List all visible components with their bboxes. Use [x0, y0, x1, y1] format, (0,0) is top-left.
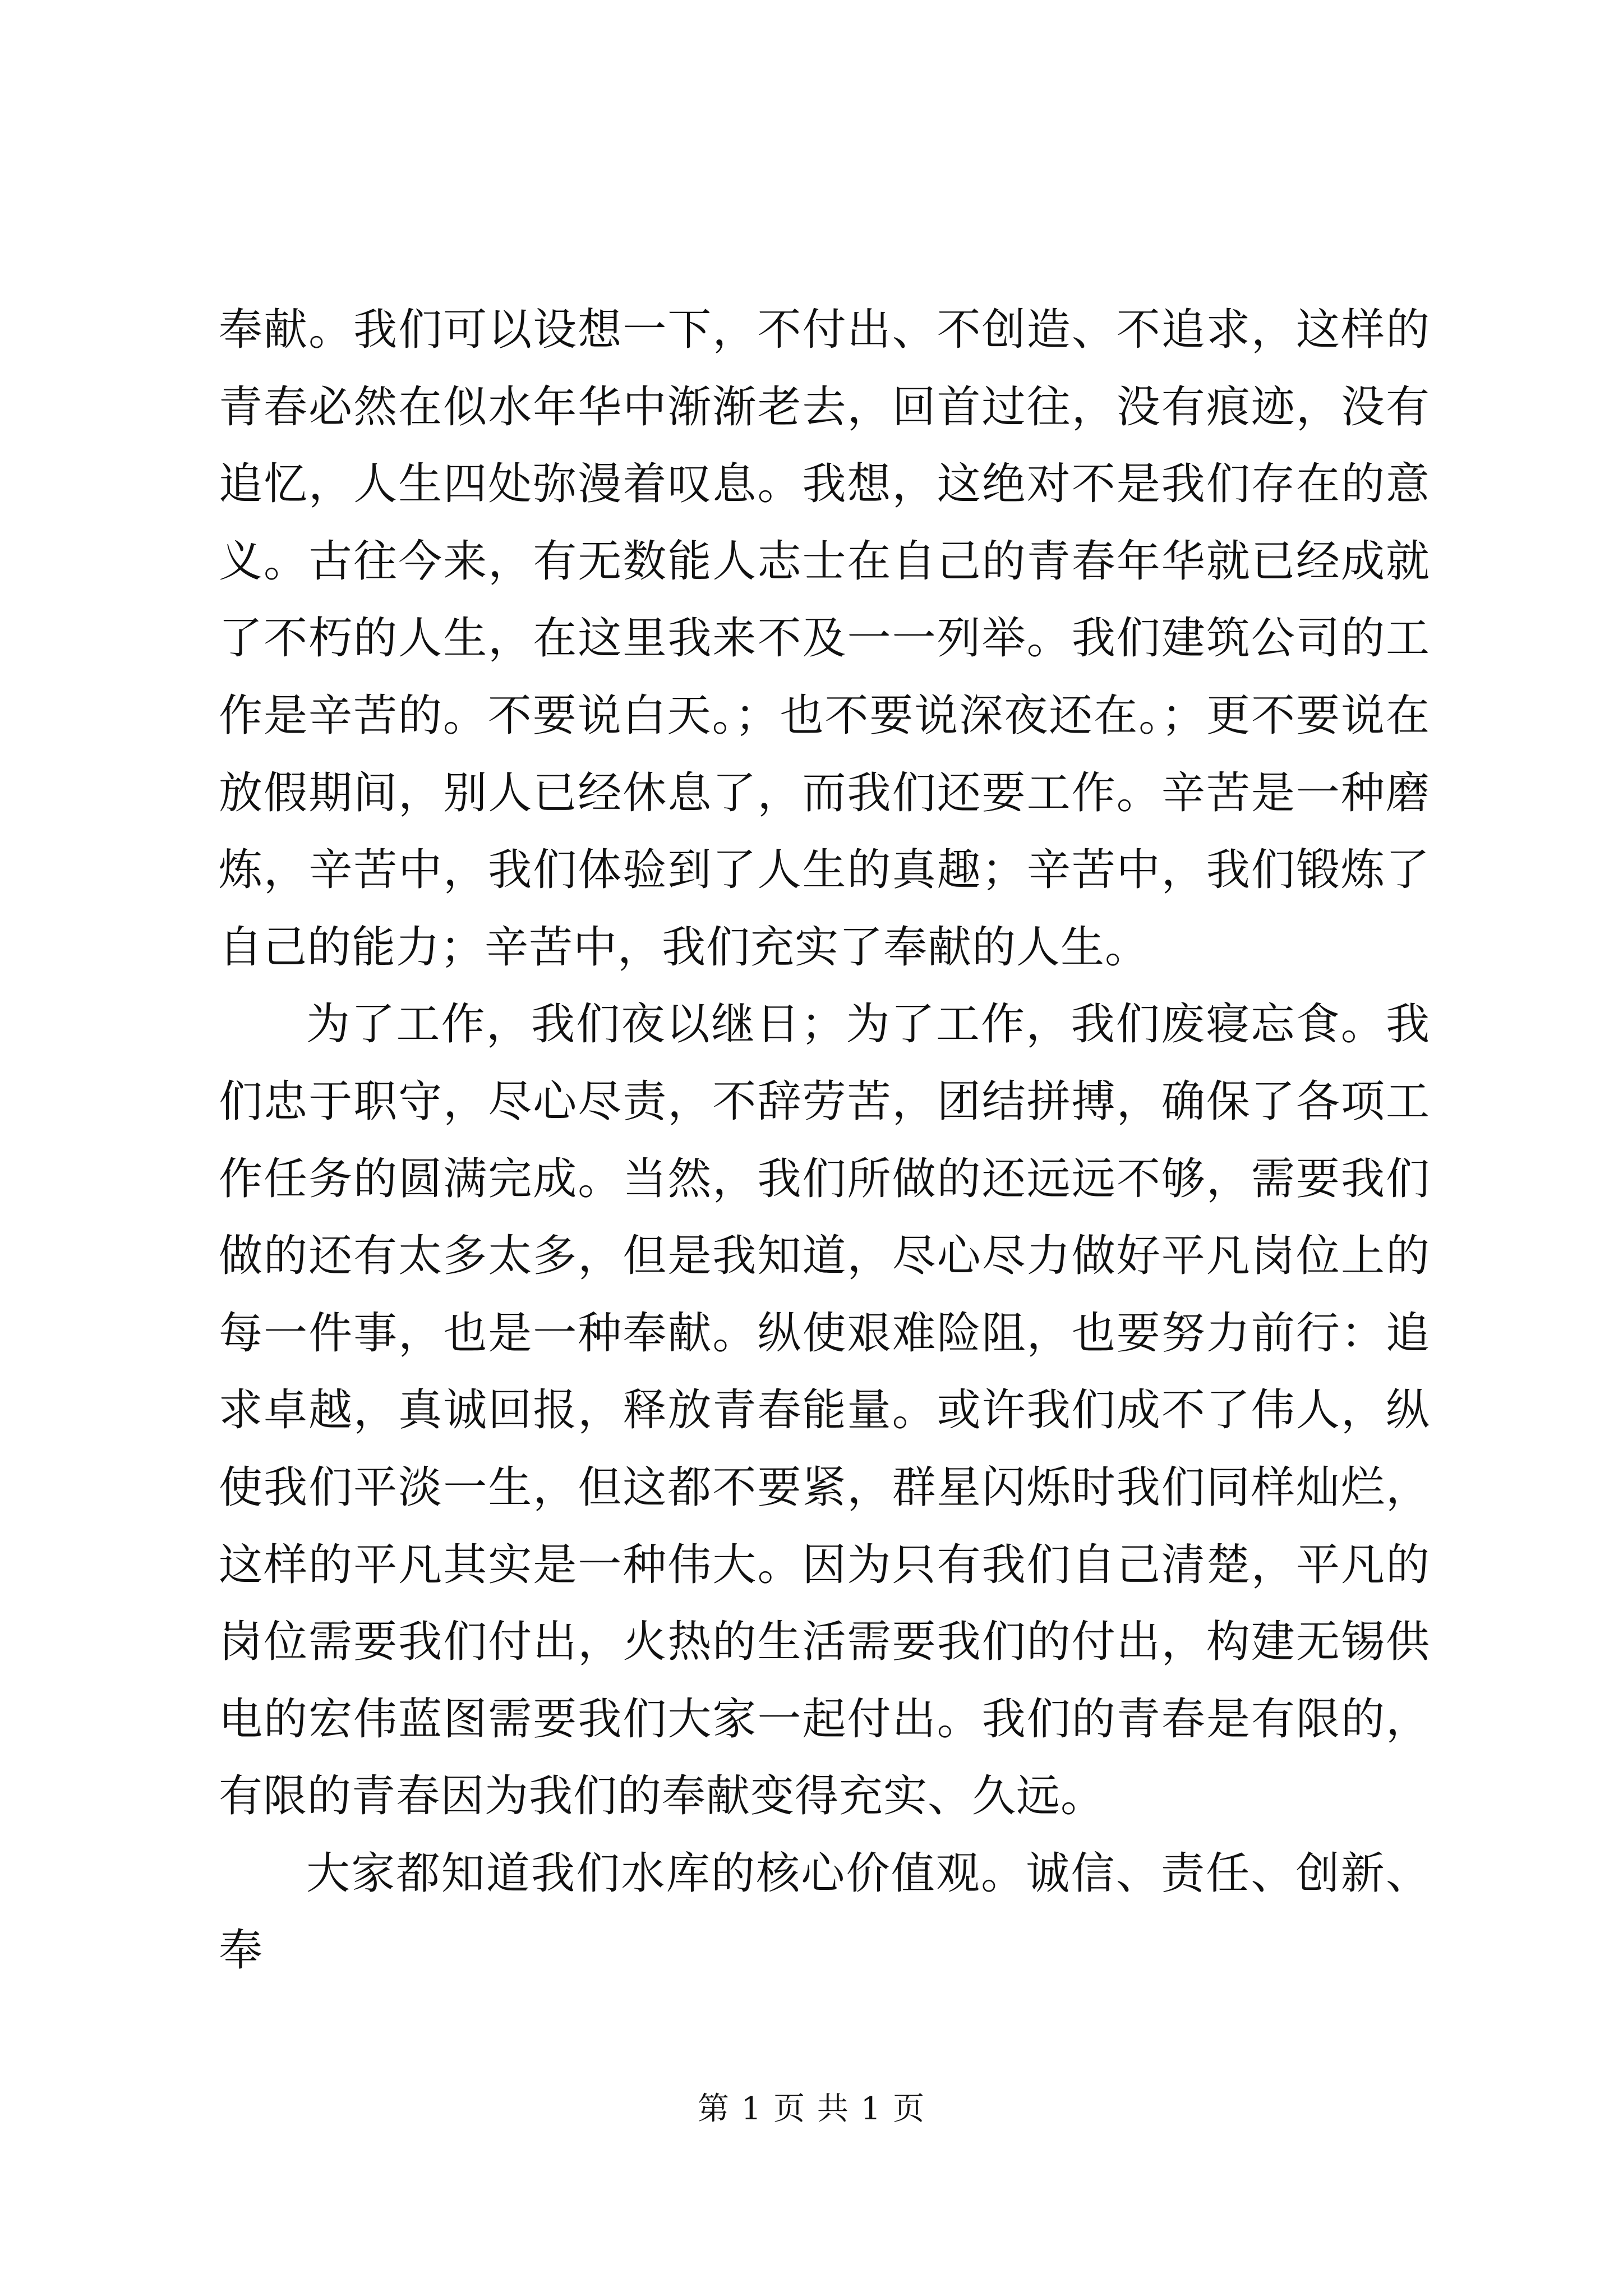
page-number-label: 第 1 页 共 1 页: [697, 2091, 926, 2127]
paragraph-2: 为了工作，我们夜以继日；为了工作，我们废寝忘食。我们忠于职守，尽心尽责，不辞劳苦，团结拼搏，确保了各项工作任务的圆满完成。当然，我们所做的还远远不够，需要我们做的还有太多太多，但是我知道，尽心尽力做好平凡岗位上的每一件事，也是一种奉献。纵使艰难险阻，也要努力前行：追求卓越，真诚回报，释放青春能量。或许我们成不了伟人，纵使我们平淡一生，但这都不要紧，群星闪烁时我们同样灿烂，这样的平凡其实是一种伟大。因为只有我们自己清楚，平凡的岗位需要我们付出，火热的生活需要我们的付出，构建无锡供电的宏伟蓝图需要我们大家一起付出。我们的青春是有限的，有限的青春因为我们的奉献变得充实、久远。: [219, 999, 1430, 1822]
page-footer: [0, 2087, 1623, 2132]
paragraph-3: 大家都知道我们水库的核心价值观。诚信、责任、创新、奉: [219, 1848, 1430, 1976]
document-body: [219, 292, 1430, 1990]
paragraph-1: 奉献。我们可以设想一下，不付出、不创造、不追求，这样的青春必然在似水年华中渐渐老去，回首过往，没有痕迹，没有追忆，人生四处弥漫着叹息。我想，这绝对不是我们存在的意义。古往今来，有无数能人志士在自己的青春年华就已经成就了不朽的人生，在这里我来不及一一列举。我们建筑公司的工作是辛苦的。不要说白天。；也不要说深夜还在。；更不要说在放假期间，别人已经休息了，而我们还要工作。辛苦是一种磨炼，辛苦中，我们体验到了人生的真趣；辛苦中，我们锻炼了自己的能力；辛苦中，我们充实了奉献的人生。: [219, 305, 1430, 973]
